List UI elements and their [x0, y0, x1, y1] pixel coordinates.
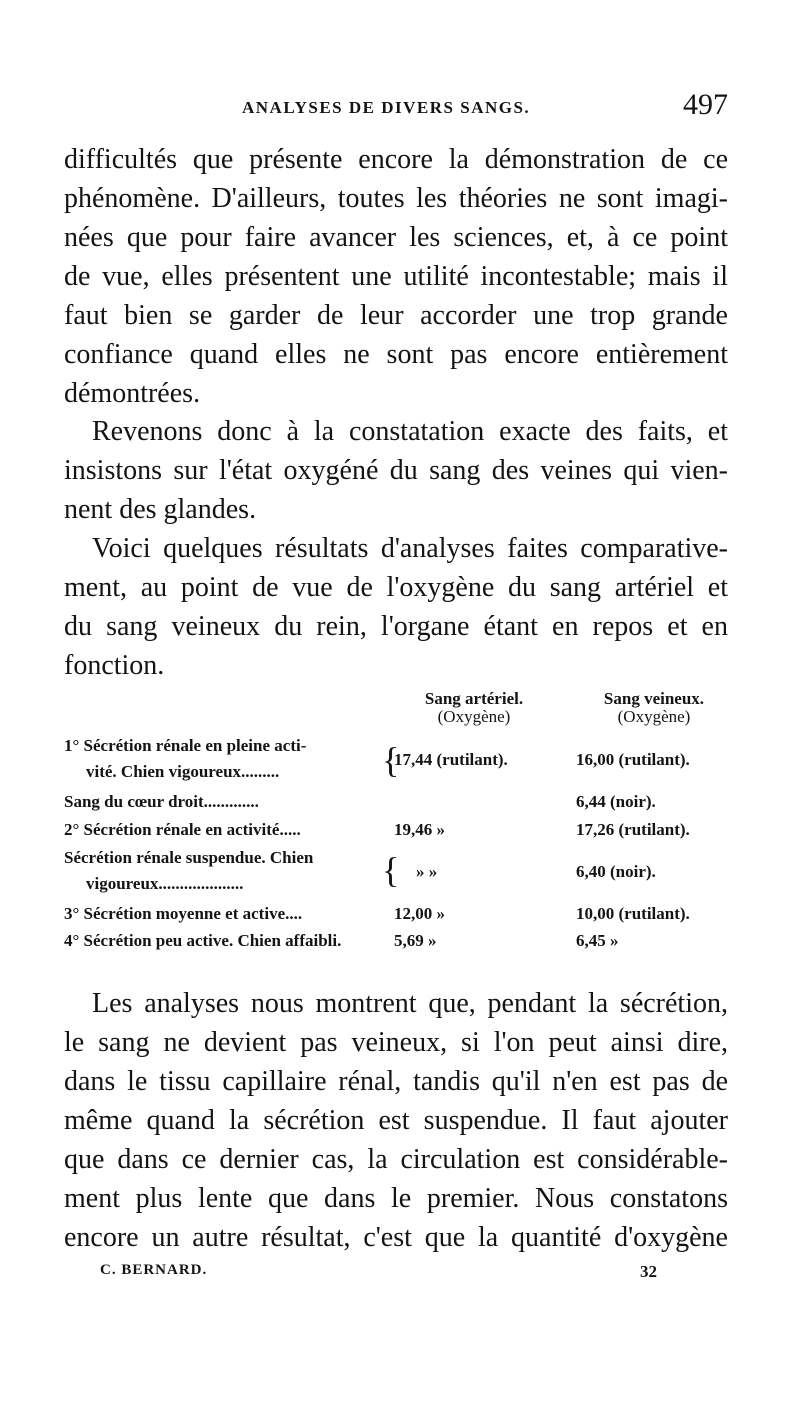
arterial-value: » »	[416, 862, 438, 881]
venous-value: 6,44 (noir).	[576, 792, 656, 811]
column-title: Sang veineux.	[603, 689, 705, 708]
row-label: Sécrétion rénale suspendue. Chien	[64, 848, 314, 867]
text-line: même quand la sécrétion est suspendue. Il faut ajouter	[64, 1105, 728, 1136]
text-line: du sang veineux du rein, l'organe étant en repos et en	[64, 611, 728, 642]
column-header-arterial	[414, 690, 534, 726]
text-line: insistons sur l'état oxygéné du sang des veines qui vien-	[64, 455, 728, 486]
paragraph-3	[64, 529, 728, 685]
venous-value: 17,26 (rutilant).	[576, 820, 690, 839]
page-number: 497	[683, 88, 728, 121]
venous-value: 10,00 (rutilant).	[576, 904, 690, 923]
text-line: confiance quand elles ne sont pas encore entièrement	[64, 339, 728, 370]
text-line: le sang ne devient pas veineux, si l'on peut ainsi dire,	[64, 1027, 728, 1058]
arterial-value: 12,00 »	[394, 904, 445, 923]
text-line: que dans ce dernier cas, la circulation est considérable-	[64, 1144, 728, 1175]
column-subtitle: (Oxygène)	[617, 707, 691, 726]
table-row-values	[64, 862, 728, 888]
text-line: nent des glandes.	[64, 494, 257, 525]
text-line: démontrées.	[64, 378, 201, 409]
brace-glyph: {	[382, 740, 400, 780]
row-label: 4° Sécrétion peu active. Chien affaibli.	[64, 931, 342, 950]
venous-value: 6,45 »	[576, 931, 619, 950]
row-label: 3° Sécrétion moyenne et active....	[64, 904, 303, 923]
text-line: difficultés que présente encore la démonstration de ce	[64, 144, 728, 175]
page-footer	[100, 1262, 688, 1286]
text-line: Revenons donc à la constatation exacte des faits, et	[92, 416, 728, 447]
text-line: dans le tissu capillaire rénal, tandis qu'il n'en est pas de	[64, 1066, 728, 1097]
author-signature: C. BERNARD.	[100, 1262, 208, 1278]
arterial-value: 5,69 »	[394, 931, 437, 950]
table-row	[64, 904, 728, 930]
paragraph-2	[64, 412, 728, 529]
table-row-values	[64, 750, 728, 776]
table-row	[64, 792, 728, 818]
text-line: phénomène. D'ailleurs, toutes les théories ne sont imagi-	[64, 183, 728, 214]
text-line: nées que pour faire avancer les sciences, et, à ce point	[64, 222, 728, 253]
row-label-continued: vité. Chien vigoureux.........	[86, 762, 280, 781]
text-line: ment, au point de vue de l'oxygène du sang artériel et	[64, 572, 728, 603]
page-header	[64, 88, 728, 132]
text-line: de vue, elles présentent une utilité incontestable; mais il	[64, 261, 728, 292]
text-line: Voici quelques résultats d'analyses faites comparative-	[92, 533, 728, 564]
text-line: fonction.	[64, 650, 165, 681]
column-header-venous	[584, 690, 724, 726]
paragraph-4	[64, 984, 728, 1257]
row-label: 2° Sécrétion rénale en activité.....	[64, 820, 301, 839]
row-label: 1° Sécrétion rénale en pleine acti-	[64, 736, 307, 755]
text-line: ment plus lente que dans le premier. Nous constatons	[64, 1183, 728, 1214]
paragraph-1	[64, 140, 728, 413]
column-subtitle: (Oxygène)	[437, 707, 511, 726]
table-row	[64, 820, 728, 846]
brace-glyph: {	[382, 850, 400, 890]
arterial-value: 17,44 (rutilant).	[394, 750, 508, 769]
text-line: Les analyses nous montrent que, pendant la sécrétion,	[92, 988, 728, 1019]
text-line: encore un autre résultat, c'est que la quantité d'oxygène	[64, 1222, 728, 1253]
row-label-continued: vigoureux....................	[86, 874, 244, 893]
venous-value: 6,40 (noir).	[576, 862, 656, 881]
venous-value: 16,00 (rutilant).	[576, 750, 690, 769]
signature-number: 32	[640, 1262, 657, 1281]
column-title: Sang artériel.	[424, 689, 524, 708]
running-head: ANALYSES DE DIVERS SANGS.	[242, 98, 531, 117]
text-line: faut bien se garder de leur accorder une trop grande	[64, 300, 728, 331]
row-label: Sang du cœur droit.............	[64, 792, 259, 811]
arterial-value: 19,46 »	[394, 820, 445, 839]
table-row	[64, 931, 728, 957]
